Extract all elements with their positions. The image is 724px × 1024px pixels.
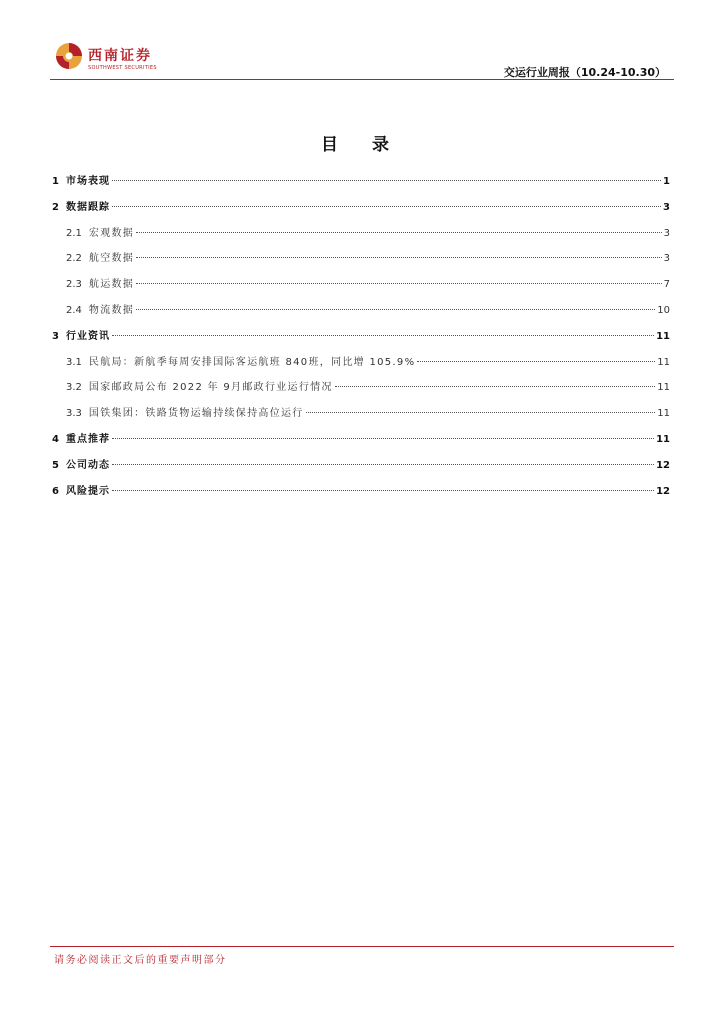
toc-dot-leader <box>136 257 662 258</box>
toc-entry-label: 民航局：新航季每周安排国际客运航班 840班，同比增 105.9% <box>88 356 416 368</box>
toc-entry[interactable] <box>52 404 670 430</box>
toc-entry-page: 11 <box>657 382 670 394</box>
report-title: 交运行业周报（10.24-10.30） <box>503 66 666 79</box>
toc-entry-label: 国铁集团：铁路货物运输持续保持高位运行 <box>88 408 304 420</box>
toc-entry-number: 3.3 <box>66 408 82 420</box>
toc-dot-leader <box>335 386 656 387</box>
table-of-contents <box>52 172 670 507</box>
toc-entry[interactable] <box>52 224 670 250</box>
toc-dot-leader <box>112 180 661 181</box>
company-logo-icon <box>55 42 83 70</box>
toc-entry-label: 市场表现 <box>65 176 110 187</box>
toc-entry-number: 3 <box>52 330 59 342</box>
toc-dot-leader <box>417 361 655 362</box>
toc-entry-label: 航运数据 <box>88 279 135 291</box>
toc-entry-page: 11 <box>657 408 670 420</box>
toc-entry[interactable] <box>52 456 670 482</box>
toc-entry-label: 国家邮政局公布 2022 年 9月邮政行业运行情况 <box>88 382 333 394</box>
toc-dot-leader <box>112 206 661 207</box>
toc-entry[interactable] <box>52 198 670 224</box>
toc-entry[interactable] <box>52 353 670 379</box>
toc-entry-page: 11 <box>657 356 670 368</box>
toc-entry[interactable] <box>52 249 670 275</box>
toc-entry-number: 3.1 <box>66 356 82 368</box>
toc-dot-leader <box>112 438 654 439</box>
toc-entry[interactable] <box>52 378 670 404</box>
toc-entry-label: 风险提示 <box>65 485 110 497</box>
toc-entry-page: 1 <box>663 176 670 187</box>
toc-entry-page: 12 <box>656 459 670 471</box>
toc-entry-number: 1 <box>52 176 59 187</box>
toc-entry[interactable] <box>52 327 670 353</box>
toc-entry-label: 重点推荐 <box>65 433 110 445</box>
toc-entry-number: 5 <box>52 459 59 471</box>
toc-entry-number: 2.1 <box>66 227 82 239</box>
toc-entry-number: 2.3 <box>66 279 82 291</box>
toc-entry-number: 2.2 <box>66 253 82 265</box>
toc-entry[interactable] <box>52 301 670 327</box>
toc-dot-leader <box>136 309 655 310</box>
page-header <box>50 36 674 82</box>
toc-entry[interactable] <box>52 275 670 301</box>
toc-entry-number: 2.4 <box>66 304 82 316</box>
toc-dot-leader <box>136 283 662 284</box>
toc-entry[interactable] <box>52 430 670 456</box>
logo-english-name: SOUTHWEST SECURITIES <box>88 65 157 71</box>
toc-entry-page: 7 <box>663 279 670 291</box>
toc-entry-page: 11 <box>656 330 670 342</box>
toc-entry-label: 行业资讯 <box>65 330 110 342</box>
toc-entry-label: 物流数据 <box>88 304 135 316</box>
toc-entry-label: 公司动态 <box>65 459 110 471</box>
toc-entry-page: 10 <box>657 304 670 316</box>
toc-entry-label: 数据跟踪 <box>65 201 110 213</box>
logo-chinese-name: 西南证券 <box>88 48 152 64</box>
toc-entry-page: 11 <box>656 433 670 445</box>
toc-entry-number: 6 <box>52 485 59 497</box>
toc-entry-page: 12 <box>656 485 670 497</box>
toc-entry-number: 4 <box>52 433 59 445</box>
toc-entry[interactable] <box>52 172 670 198</box>
toc-dot-leader <box>136 232 662 233</box>
company-logo <box>50 36 160 76</box>
toc-dot-leader <box>306 412 656 413</box>
header-divider <box>50 79 674 80</box>
toc-dot-leader <box>112 335 654 336</box>
toc-entry-number: 2 <box>52 201 59 213</box>
toc-entry[interactable] <box>52 482 670 508</box>
toc-entry-page: 3 <box>663 227 670 239</box>
toc-entry-page: 3 <box>663 201 670 213</box>
footer-divider <box>50 946 674 947</box>
toc-dot-leader <box>112 490 654 491</box>
toc-entry-page: 3 <box>663 253 670 265</box>
toc-entry-label: 宏观数据 <box>88 227 135 239</box>
footer-disclaimer: 请务必阅读正文后的重要声明部分 <box>54 955 227 966</box>
toc-entry-number: 3.2 <box>66 382 82 394</box>
toc-heading: 目 录 <box>321 135 403 155</box>
toc-entry-label: 航空数据 <box>88 253 135 265</box>
toc-dot-leader <box>112 464 654 465</box>
